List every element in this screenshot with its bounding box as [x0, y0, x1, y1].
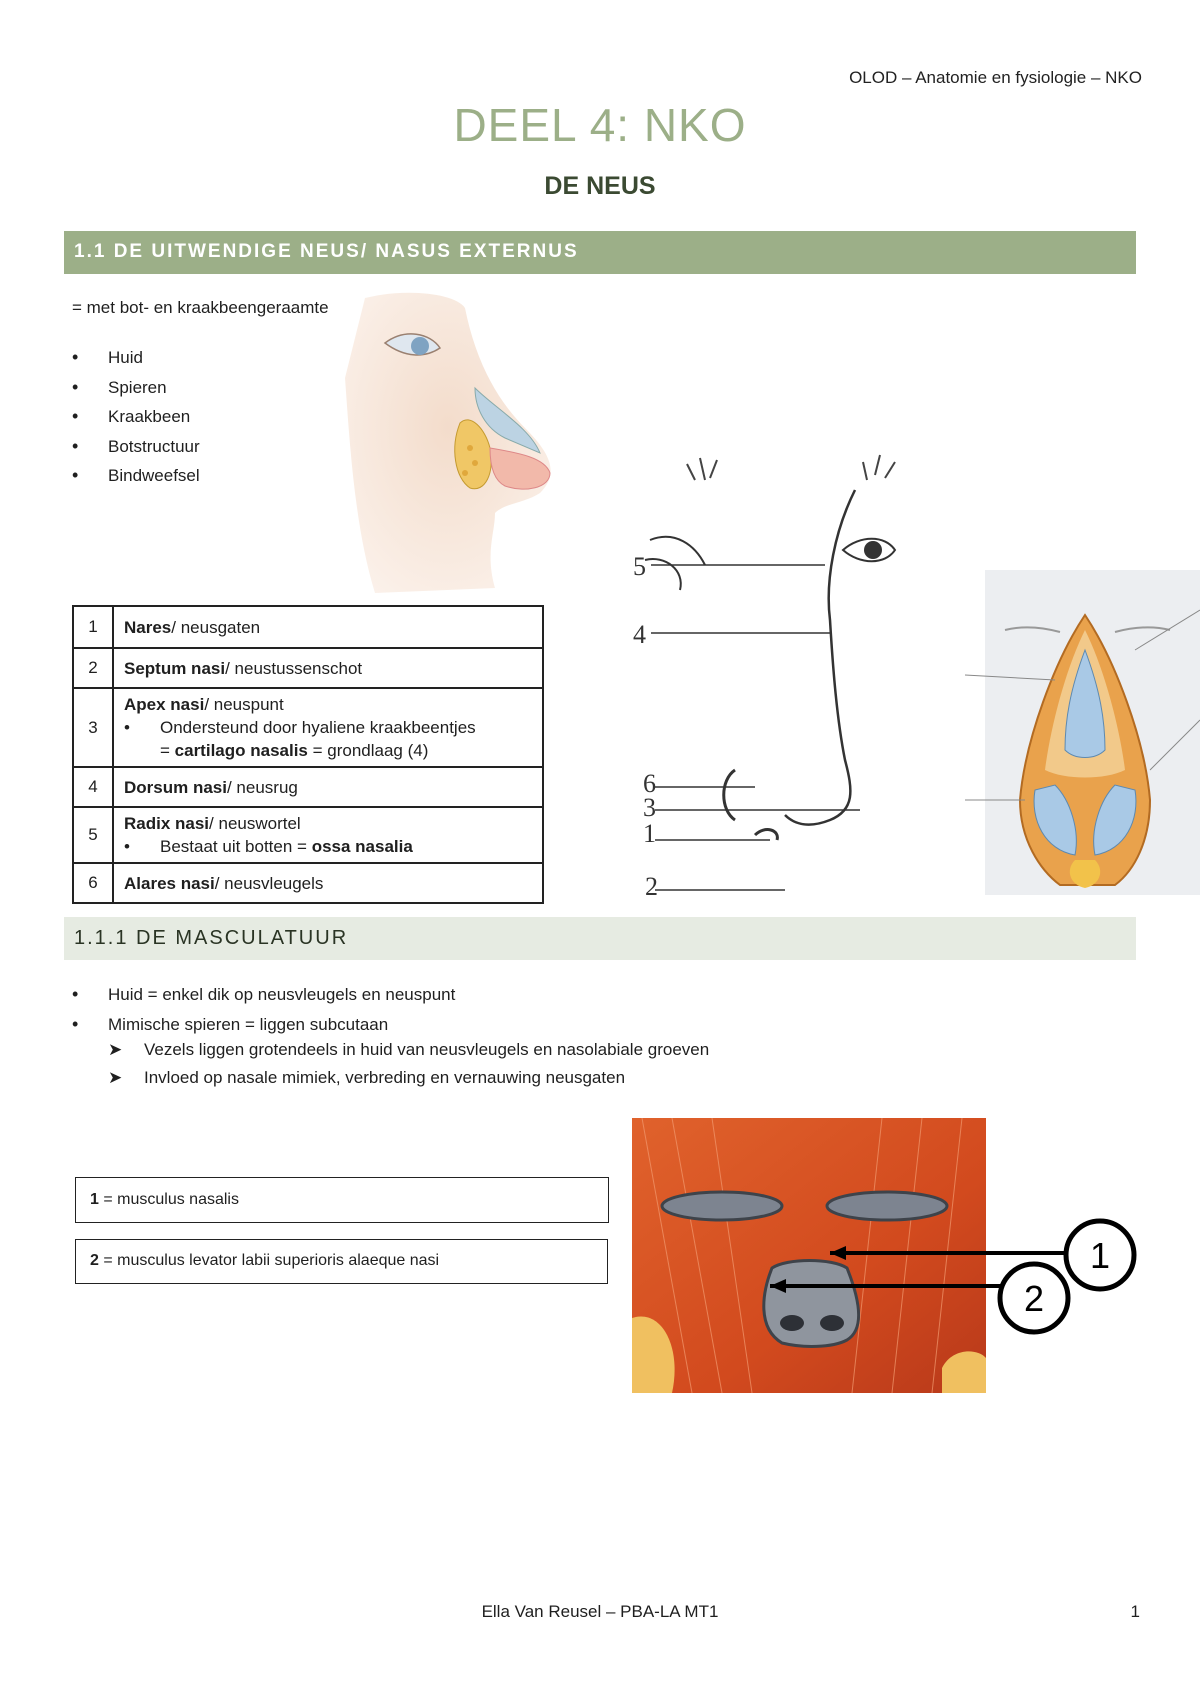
callout-label-2: 2	[1023, 1278, 1045, 1319]
page-number: 1	[1130, 1602, 1140, 1621]
page-subtitle: DE NEUS	[544, 172, 656, 200]
list-item: • Spieren	[72, 373, 200, 403]
list-item: • Kraakbeen	[72, 402, 200, 432]
table-cell-text: Alares nasi/ neusvleugels	[113, 863, 543, 903]
list-item: • Huid	[72, 343, 200, 373]
musculature-list	[72, 980, 455, 1039]
page-title: DEEL 4: NKO	[453, 99, 747, 151]
table-row	[73, 767, 543, 807]
diagram-label: 2	[645, 872, 658, 895]
table-cell-text: Septum nasi/ neustussenschot	[113, 648, 543, 688]
list-item: ➤ Invloed op nasale mimiek, verbreding en vernauwing neusgaten	[72, 1064, 709, 1092]
table-cell-text: Dorsum nasi/ neusrug	[113, 767, 543, 807]
nose-profile-illustration	[345, 288, 610, 598]
table-cell-num: 3	[73, 688, 113, 767]
nasal-cartilage-illustration	[965, 570, 1200, 895]
callout-label-1: 1	[1089, 1235, 1111, 1276]
legend-box-2: 2 = musculus levator labii superioris alaeque nasi	[75, 1239, 608, 1284]
diagram-label: 6	[643, 769, 656, 798]
table-cell-num: 4	[73, 767, 113, 807]
diagram-label: 4	[633, 620, 646, 649]
intro-text: = met bot- en kraakbeengeraamte	[72, 298, 329, 317]
list-item: ➤ Vezels liggen grotendeels in huid van neusvleugels en nasolabiale groeven	[72, 1036, 709, 1064]
table-cell-num: 1	[73, 606, 113, 648]
table-cell-num: 6	[73, 863, 113, 903]
footer-author: Ella Van Reusel – PBA-LA MT1	[481, 1602, 719, 1621]
table-row	[73, 863, 543, 903]
diagram-label: 5	[633, 552, 646, 581]
table-row	[73, 606, 543, 648]
section-heading-1-1-1: 1.1.1 DE MASCULATUUR	[64, 917, 1136, 960]
diagram-label: 1	[643, 819, 656, 848]
layer-list	[72, 343, 200, 491]
table-cell-text: Apex nasi/ neuspunt • Ondersteund door hyaliene kraakbeentjes = cartilago nasalis = grondlaag (4)	[113, 688, 543, 767]
list-item: • Bindweefsel	[72, 461, 200, 491]
table-cell-num: 5	[73, 807, 113, 863]
nose-parts-table	[72, 605, 544, 904]
list-item: • Mimische spieren = liggen subcutaan	[72, 1010, 455, 1040]
arrow-bullet-icon: ➤	[108, 1040, 123, 1059]
table-row	[73, 648, 543, 688]
musculature-sublist	[72, 1036, 709, 1092]
table-cell-text: Radix nasi/ neuswortel • Bestaat uit botten = ossa nasalia	[113, 807, 543, 863]
table-row	[73, 807, 543, 863]
table-row	[73, 688, 543, 767]
table-cell-text: Nares/ neusgaten	[113, 606, 543, 648]
section-heading-1-1: 1.1 DE UITWENDIGE NEUS/ NASUS EXTERNUS	[64, 231, 1136, 274]
facial-muscles-illustration	[632, 1118, 1137, 1393]
list-item: • Huid = enkel dik op neusvleugels en neuspunt	[72, 980, 455, 1010]
diagram-label: 3	[643, 793, 656, 822]
arrow-bullet-icon: ➤	[108, 1068, 123, 1087]
legend-box-1: 1 = musculus nasalis	[75, 1177, 609, 1223]
list-item: • Botstructuur	[72, 432, 200, 462]
table-cell-num: 2	[73, 648, 113, 688]
course-header: OLOD – Anatomie en fysiologie – NKO	[849, 68, 1142, 87]
nose-line-diagram	[605, 450, 935, 895]
